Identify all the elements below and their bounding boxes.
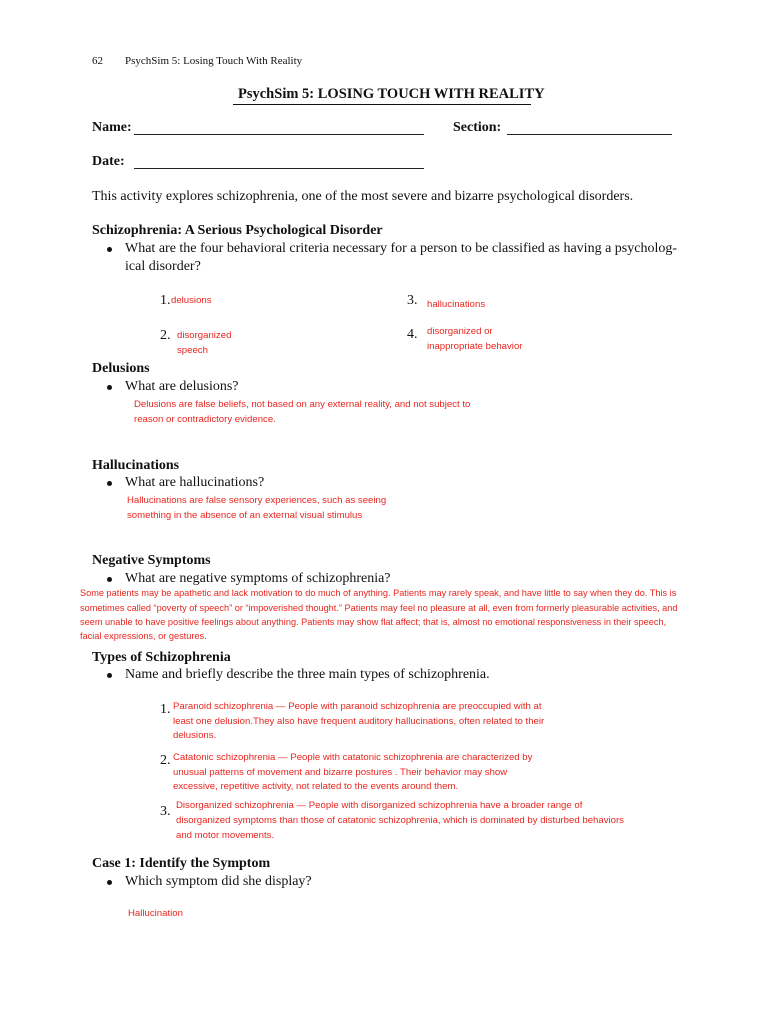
bullet-icon: [107, 481, 112, 486]
section-heading-negative-symptoms: Negative Symptoms: [92, 553, 211, 568]
running-title: PsychSim 5: Losing Touch With Reality: [125, 55, 303, 67]
section-label: Section:: [453, 120, 502, 135]
criteria-answer-2-line2: speech: [177, 345, 208, 356]
section-field[interactable]: [507, 134, 672, 135]
criteria-number-2: 2.: [160, 328, 171, 343]
type-2-line2: unusual patterns of movement and bizarre postures . Their behavior may show: [173, 767, 508, 778]
bullet-icon: [107, 385, 112, 390]
question-case1: Which symptom did she display?: [125, 874, 312, 889]
question-hallucinations: What are hallucinations?: [125, 475, 265, 490]
page-title: PsychSim 5: LOSING TOUCH WITH REALITY: [238, 86, 545, 102]
criteria-number-1: 1.: [160, 293, 171, 308]
bullet-icon: [107, 247, 112, 252]
criteria-number-3: 3.: [407, 293, 418, 308]
answer-delusions-line1: Delusions are false beliefs, not based on any external reality, and not subject to: [134, 399, 471, 410]
criteria-number-4: 4.: [407, 327, 418, 342]
type-1-line2: least one delusion.They also have frequent auditory hallucinations, often related to their: [173, 716, 545, 727]
question-negative-symptoms: What are negative symptoms of schizophrenia?: [125, 571, 391, 586]
criteria-answer-4-line1: disorganized or: [427, 326, 493, 337]
type-2-line1: Catatonic schizophrenia — People with catatonic schizophrenia are characterized by: [173, 752, 533, 763]
title-underline: [233, 104, 531, 105]
type-number-2: 2.: [160, 753, 171, 768]
type-1-line1: Paranoid schizophrenia — People with paranoid schizophrenia are preoccupied with at: [173, 701, 542, 712]
section-heading-hallucinations: Hallucinations: [92, 458, 180, 473]
criteria-answer-3: hallucinations: [427, 299, 486, 310]
section-heading-case1: Case 1: Identify the Symptom: [92, 856, 271, 871]
section-heading-schizophrenia: Schizophrenia: A Serious Psychological Disorder: [92, 223, 383, 238]
name-field[interactable]: [134, 134, 424, 135]
answer-case1: Hallucination: [128, 908, 183, 919]
bullet-icon: [107, 673, 112, 678]
question-delusions: What are delusions?: [125, 379, 239, 394]
type-2-line3: excessive, repetitive activity, not related to the events around them.: [173, 781, 459, 792]
type-3-line1: Disorganized schizophrenia — People with disorganized schizophrenia have a broader range of: [176, 800, 583, 811]
bullet-icon: [107, 577, 112, 582]
type-1-line3: delusions.: [173, 730, 217, 741]
type-3-line2: disorganized symptoms than those of catatonic schizophrenia, which is dominated by disturbed behaviors: [176, 815, 624, 826]
date-field[interactable]: [134, 168, 424, 169]
name-label: Name:: [92, 120, 132, 135]
type-number-1: 1.: [160, 702, 171, 717]
criteria-answer-4-line2: inappropriate behavior: [427, 341, 523, 352]
bullet-icon: [107, 880, 112, 885]
answer-negative-line3: seem unable to have positive feelings about anything. Patients may show flat affect; that is, almost no emotional responsiveness in their speech,: [80, 617, 667, 627]
question-criteria-line1: What are the four behavioral criteria necessary for a person to be classified as having a psycholog-: [125, 241, 677, 256]
answer-delusions-line2: reason or contradictory evidence.: [134, 414, 276, 425]
answer-hallucinations-line1: Hallucinations are false sensory experiences, such as seeing: [127, 495, 387, 506]
section-heading-types: Types of Schizophrenia: [92, 650, 231, 665]
section-heading-delusions: Delusions: [92, 361, 150, 376]
answer-negative-line1: Some patients may be apathetic and lack motivation to do much of anything. Patients may rarely speak, and have little to say when they do. This is: [80, 588, 677, 598]
answer-negative-line4: facial expressions, or gestures.: [80, 631, 207, 641]
question-criteria-line2: ical disorder?: [125, 259, 201, 274]
criteria-answer-2-line1: disorganized: [177, 330, 232, 341]
type-3-line3: and motor movements.: [176, 830, 275, 841]
answer-hallucinations-line2: something in the absence of an external visual stimulus: [127, 510, 363, 521]
page-number: 62: [92, 55, 103, 67]
intro-text: This activity explores schizophrenia, one of the most severe and bizarre psychological disorders.: [92, 189, 634, 204]
criteria-answer-1: delusions: [171, 295, 212, 306]
answer-negative-line2: sometimes called “poverty of speech” or “impoverished thought.” Patients may feel no pleasure at all, even from formerly pleasurable activities, and: [80, 603, 678, 613]
type-number-3: 3.: [160, 804, 171, 819]
question-types: Name and briefly describe the three main types of schizophrenia.: [125, 667, 490, 682]
date-label: Date:: [92, 154, 125, 169]
